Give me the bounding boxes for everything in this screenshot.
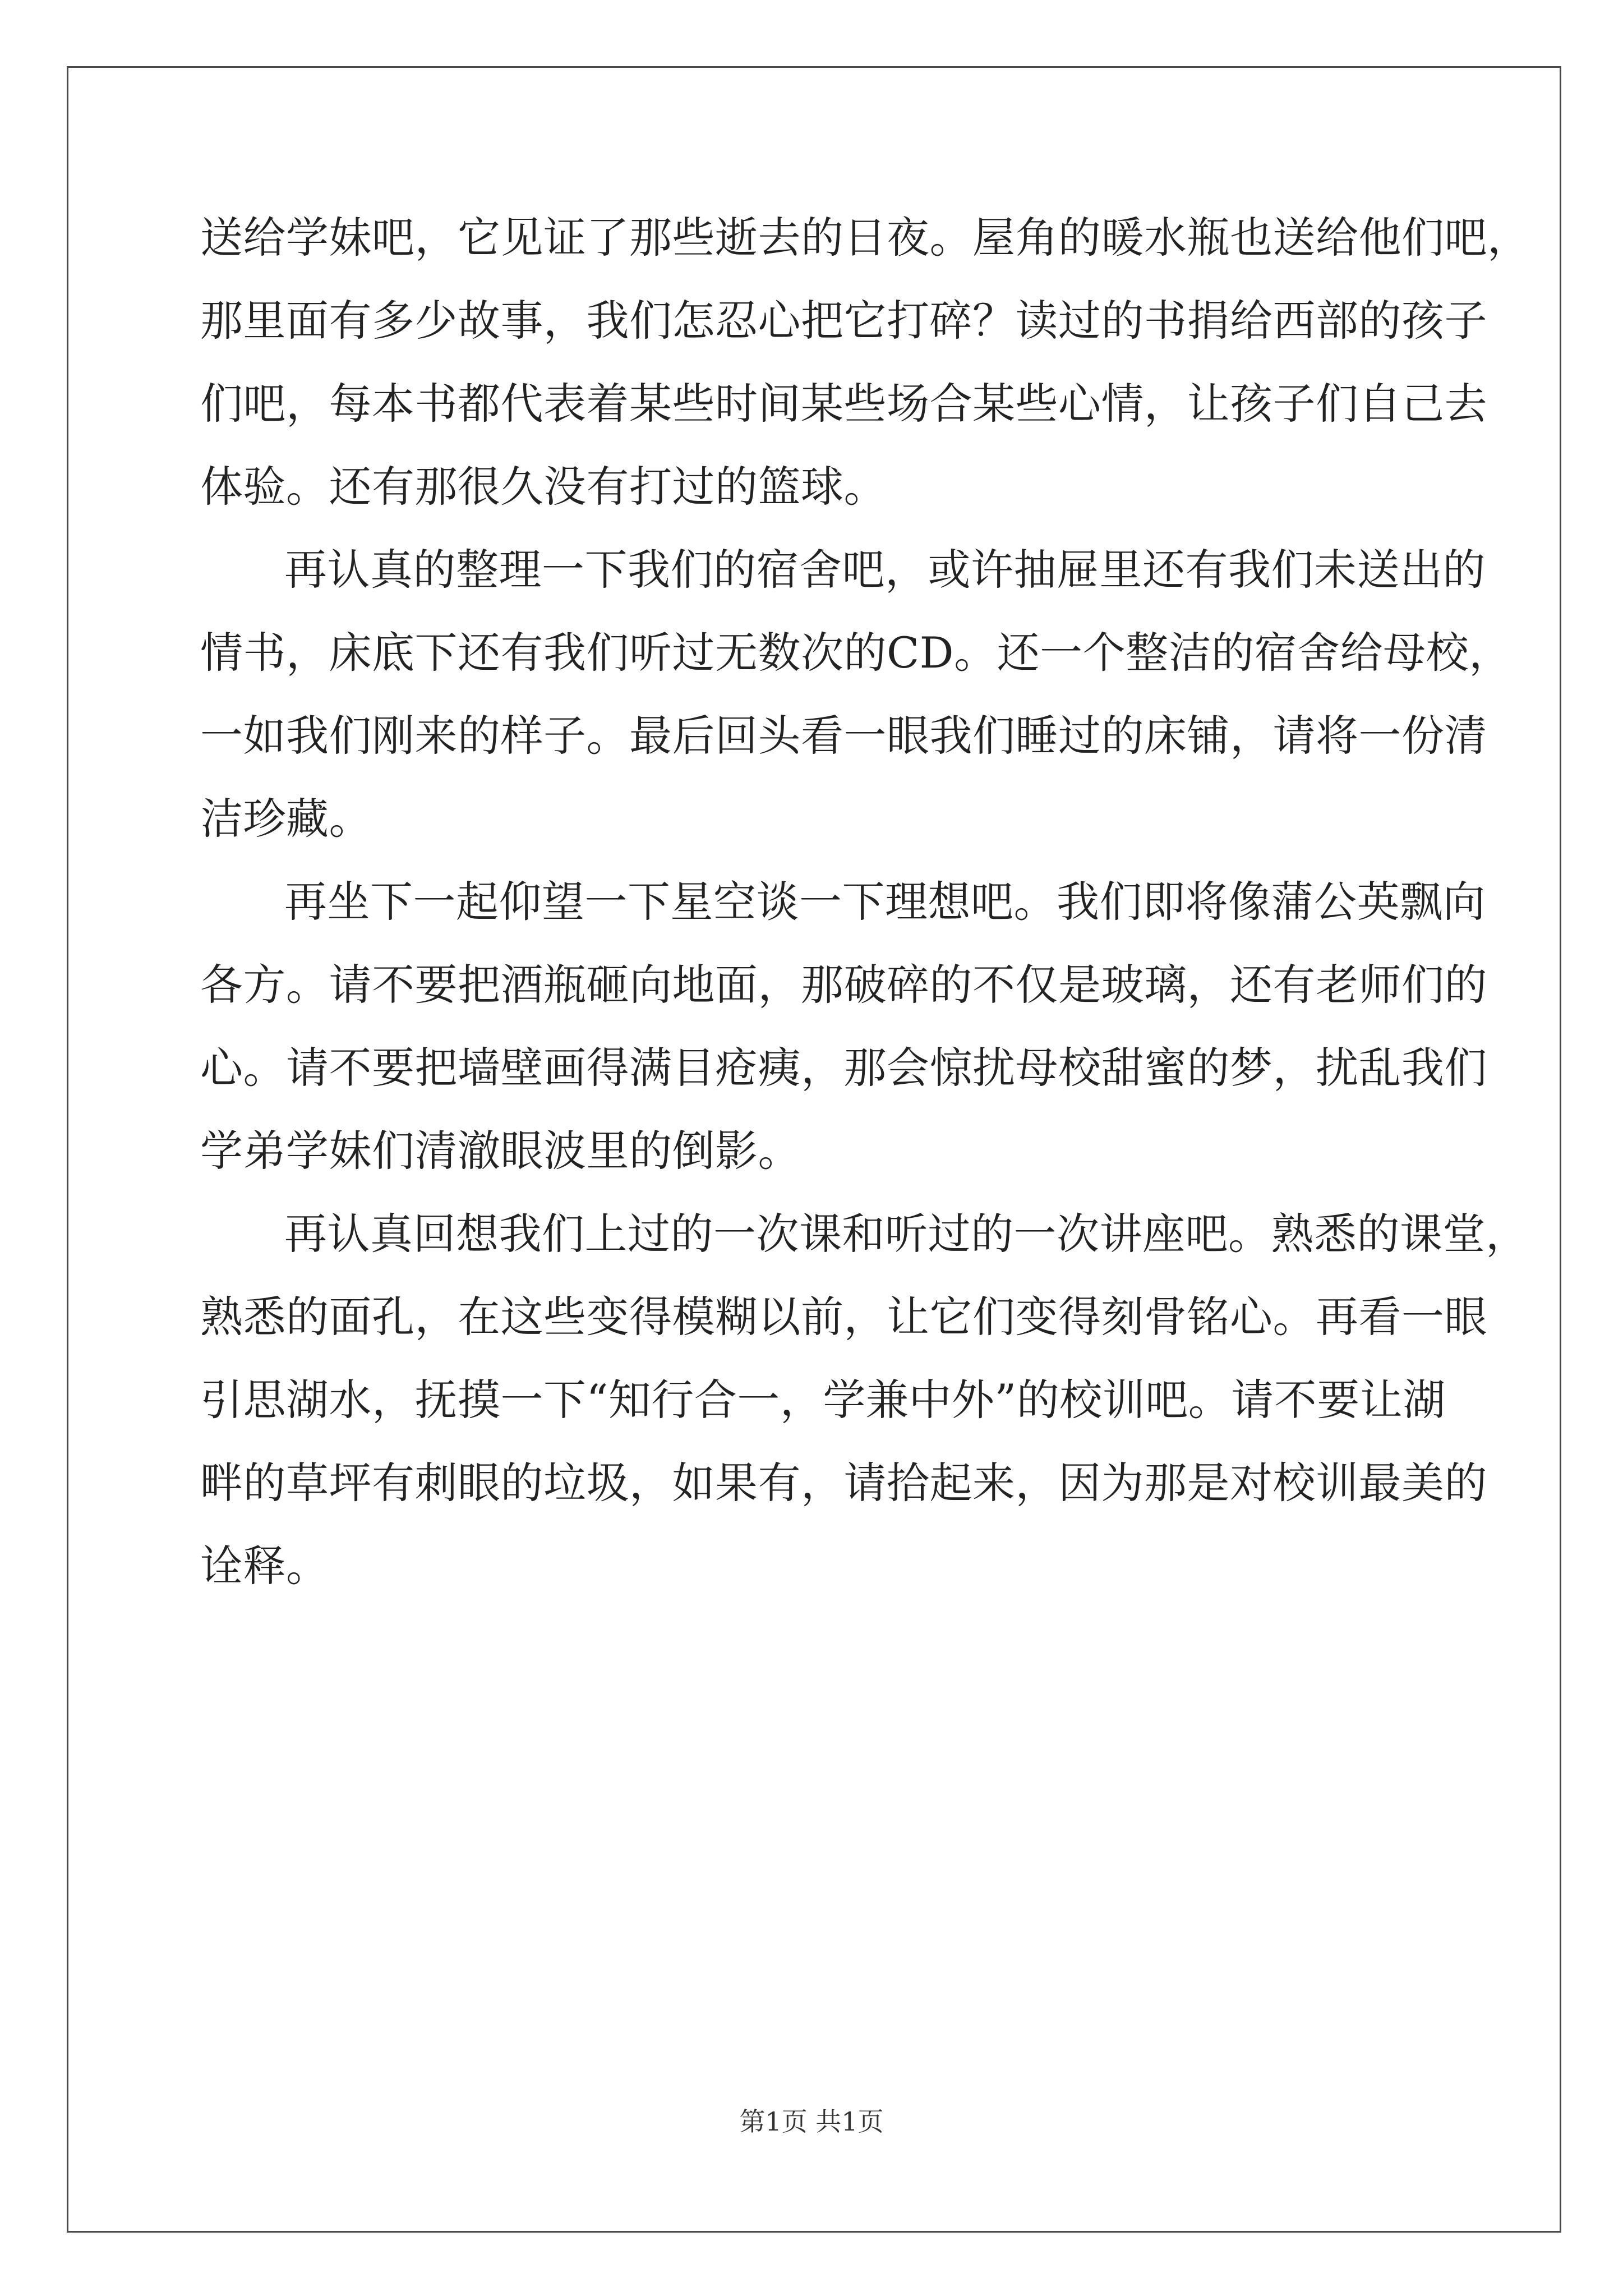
text-line: 各方。请不要把酒瓶砸向地面，那破碎的不仅是玻璃，还有老师们的 — [200, 960, 1487, 1010]
document-body — [200, 196, 1530, 1608]
text-line: 送给学妹吧，它见证了那些逝去的日夜。屋角的暖水瓶也送给他们吧， — [200, 213, 1530, 263]
text-line: 再认真的整理一下我们的宿舍吧，或许抽屉里还有我们未送出的 — [284, 545, 1486, 595]
text-line: 一如我们刚来的样子。最后回头看一眼我们睡过的床铺，请将一份清 — [200, 711, 1487, 761]
text-line: 熟悉的面孔，在这些变得模糊以前，让它们变得刻骨铭心。再看一眼 — [200, 1292, 1487, 1342]
text-line: 情书，床底下还有我们听过无数次的CD。还一个整洁的宿舍给母校， — [200, 628, 1512, 678]
text-line: 洁珍藏。 — [200, 794, 372, 844]
text-line: 再坐下一起仰望一下星空谈一下理想吧。我们即将像蒲公英飘向 — [284, 877, 1486, 927]
page-footer: 第1页 共1页 — [739, 2106, 884, 2137]
text-line: 引思湖水，抚摸一下“知行合一，学兼中外”的校训吧。请不要让湖 — [200, 1375, 1446, 1425]
text-line: 心。请不要把墙壁画得满目疮痍，那会惊扰母校甜蜜的梦，扰乱我们 — [200, 1043, 1487, 1093]
text-line: 诠释。 — [200, 1541, 329, 1591]
text-line: 畔的草坪有刺眼的垃圾，如果有，请拾起来，因为那是对校训最美的 — [200, 1458, 1487, 1508]
text-line: 学弟学妹们清澈眼波里的倒影。 — [200, 1126, 801, 1176]
text-line: 体验。还有那很久没有打过的篮球。 — [200, 462, 887, 512]
text-line: 再认真回想我们上过的一次课和听过的一次讲座吧。熟悉的课堂， — [284, 1209, 1529, 1259]
text-line: 那里面有多少故事，我们怎忍心把它打碎？读过的书捐给西部的孩子 — [200, 296, 1487, 346]
text-line: 们吧，每本书都代表着某些时间某些场合某些心情，让孩子们自己去 — [200, 379, 1487, 429]
